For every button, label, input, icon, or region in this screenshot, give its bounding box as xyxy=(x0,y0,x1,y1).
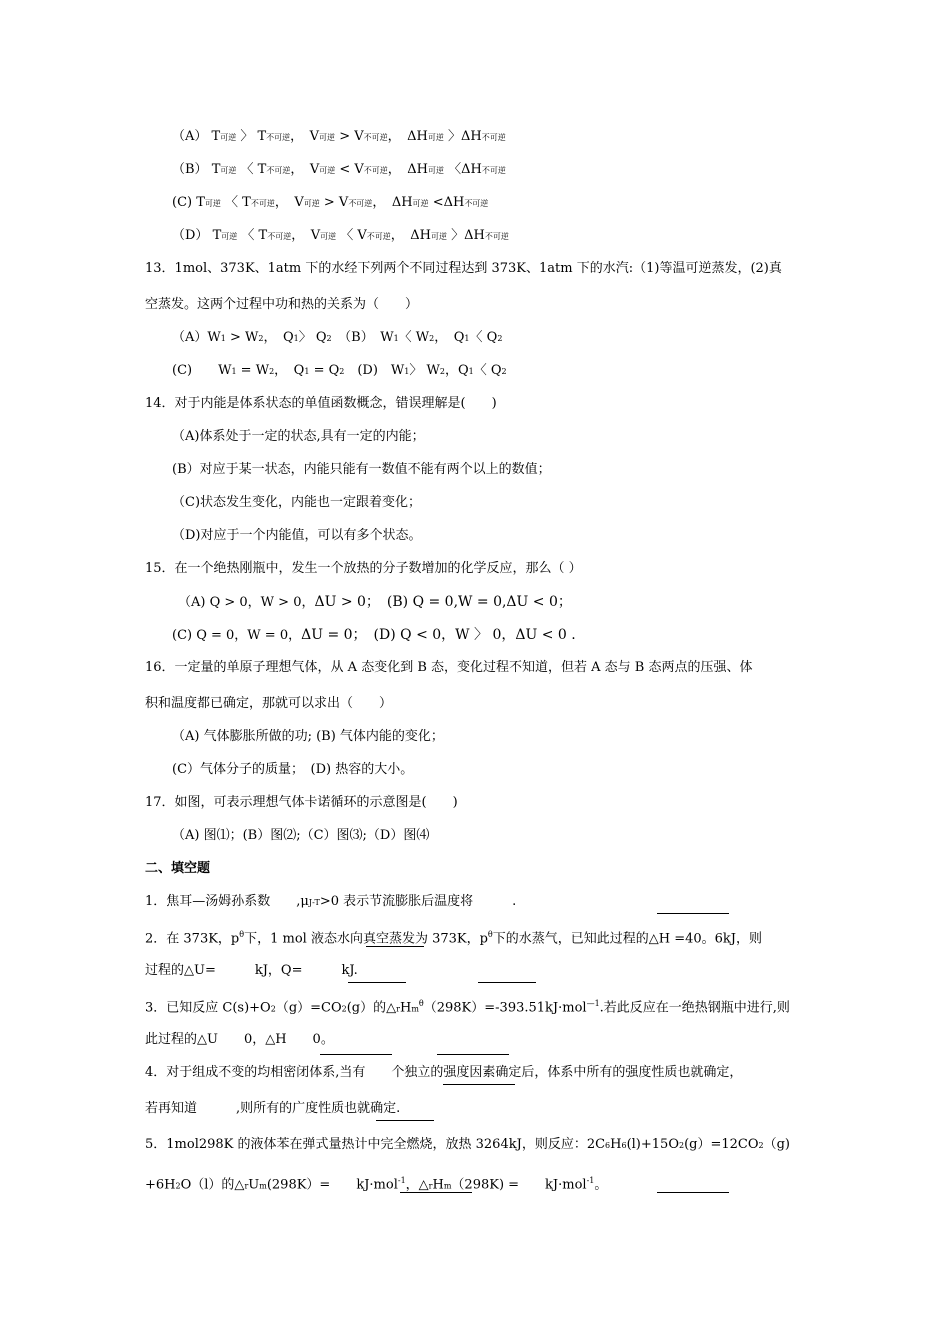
q14-stem: 14．对于内能是体系状态的单值函数概念，错误理解是( ) xyxy=(145,396,497,411)
fill-3-line2: 此过程的△U 0，△H 0。 xyxy=(145,1032,334,1047)
q13-options-cd: (C) W1 = W2， Q1 = Q2 (D) W1〉 W2，Q1〈 Q2 xyxy=(172,363,507,378)
fill-5-blank-u[interactable] xyxy=(657,1192,729,1193)
q15-options-ab: （A) Q > 0，W > 0，ΔU > 0； (B) Q = 0,W = 0,ΔU < 0； xyxy=(178,594,572,610)
fill-3-line1: 3．已知反应 C(s)+O2（g）=CO2(g）的△rHm$^\theta$（298K）=-393.51kJ·mol$^{—1}$.若此反应在一绝热钢瓶中进行,则 xyxy=(145,999,790,1016)
fill-5-line1: 5．1mol298K 的液体苯在弹式量热计中完全燃烧，放热 3264kJ，则反应：2C6H6(l)+15O2(g）=12CO2（g) xyxy=(145,1137,791,1152)
q15-options-cd: (C) Q = 0，W = 0，ΔU = 0； (D) Q < 0，W 〉 0，ΔU < 0 . xyxy=(172,627,576,643)
q14-option-c: （C)状态发生变化，内能也一定跟着变化； xyxy=(172,495,422,510)
q12-option-b: （B） T可逆 〈 T不可逆， V可逆 < V不可逆， ΔH可逆 〈ΔH不可逆 xyxy=(172,162,506,177)
q14-option-b: (B）对应于某一状态，内能只能有一数值不能有两个以上的数值； xyxy=(172,462,551,477)
q12-option-a: （A） T可逆 〉 T不可逆， V可逆 > V不可逆， ΔH可逆 〉ΔH不可逆 xyxy=(172,129,506,144)
fill-4-blank-know[interactable] xyxy=(376,1120,434,1121)
fill-2-line1: 2．在 373K，$p^\theta$下，1 mol 液态水向真空蒸发为 373K，$p^\theta$下的水蒸气，已知此过程的△H =40。6kJ，则 xyxy=(145,930,763,947)
q13-options-ab: （A）W1 > W2， Q1〉 Q2 （B） W1〈 W2， Q1〈 Q2 xyxy=(172,330,503,345)
q15-stem: 15．在一个绝热刚瓶中，发生一个放热的分子数增加的化学反应，那么（ ） xyxy=(145,561,582,576)
q14-option-a: （A)体系处于一定的状态,具有一定的内能； xyxy=(172,429,425,444)
fill-2-blank-q[interactable] xyxy=(478,982,536,983)
q13-stem-line1: 13．1mol、373K、1atm 下的水经下列两个不同过程达到 373K、1atm 下的水汽:（1)等温可逆蒸发，(2)真 xyxy=(145,261,782,276)
q16-stem-line1: 16．一定量的单原子理想气体，从 A 态变化到 B 态，变化过程不知道，但若 A 态与 B 态两点的压强、体 xyxy=(145,660,753,675)
fill-5-line2: +6H2O（l）的△rUm(298K）= kJ·mol$^{-1}$，△rHm（298K) = kJ·mol$^{-1}$。 xyxy=(145,1176,608,1193)
fill-4-line2: 若再知道 ,则所有的广度性质也就确定. xyxy=(145,1101,401,1116)
q17-options: （A) 图⑴；(B）图⑵;（C）图⑶;（D）图⑷ xyxy=(172,828,430,843)
q12-option-d: （D） T可逆 〈 T不可逆， V可逆 〈 V不可逆， ΔH可逆 〉ΔH不可逆 xyxy=(172,228,509,243)
fill-3-blank-u[interactable] xyxy=(320,1054,392,1055)
fill-4-line1: 4．对于组成不变的均相密闭体系,当有 个独立的强度因素确定后，体系中所有的强度性质也就确定， xyxy=(145,1065,743,1080)
fill-2-overline-blank xyxy=(366,946,424,947)
fill-4-blank-count[interactable] xyxy=(443,1084,515,1085)
q12-option-c: (C) T可逆 〈 T不可逆， V可逆 > V不可逆， ΔH可逆 <ΔH不可逆 xyxy=(172,195,489,210)
q16-stem-line2: 积和温度都已确定，那就可以求出（ ） xyxy=(145,696,393,711)
fill-1-blank[interactable] xyxy=(657,913,729,914)
q17-stem: 17．如图，可表示理想气体卡诺循环的示意图是( ) xyxy=(145,795,458,810)
q16-options-ab: （A) 气体膨胀所做的功; (B) 气体内能的变化； xyxy=(172,729,444,744)
fill-1: 1．焦耳—汤姆孙系数 ,μJ-T>0 表示节流膨胀后温度将 . xyxy=(145,894,517,909)
fill-3-blank-h[interactable] xyxy=(437,1054,509,1055)
fill-5-blank-h[interactable] xyxy=(400,1192,472,1193)
fill-2-line2: 过程的△U= kJ，Q= kJ. xyxy=(145,963,358,978)
section-fill-in-title: 二、填空题 xyxy=(145,861,211,876)
q14-option-d: （D)对应于一个内能值，可以有多个状态。 xyxy=(172,528,422,543)
q16-options-cd: (C）气体分子的质量； (D) 热容的大小。 xyxy=(172,762,414,777)
q13-stem-line2: 空蒸发。这两个过程中功和热的关系为（ ） xyxy=(145,297,419,312)
fill-2-blank-u[interactable] xyxy=(348,982,406,983)
